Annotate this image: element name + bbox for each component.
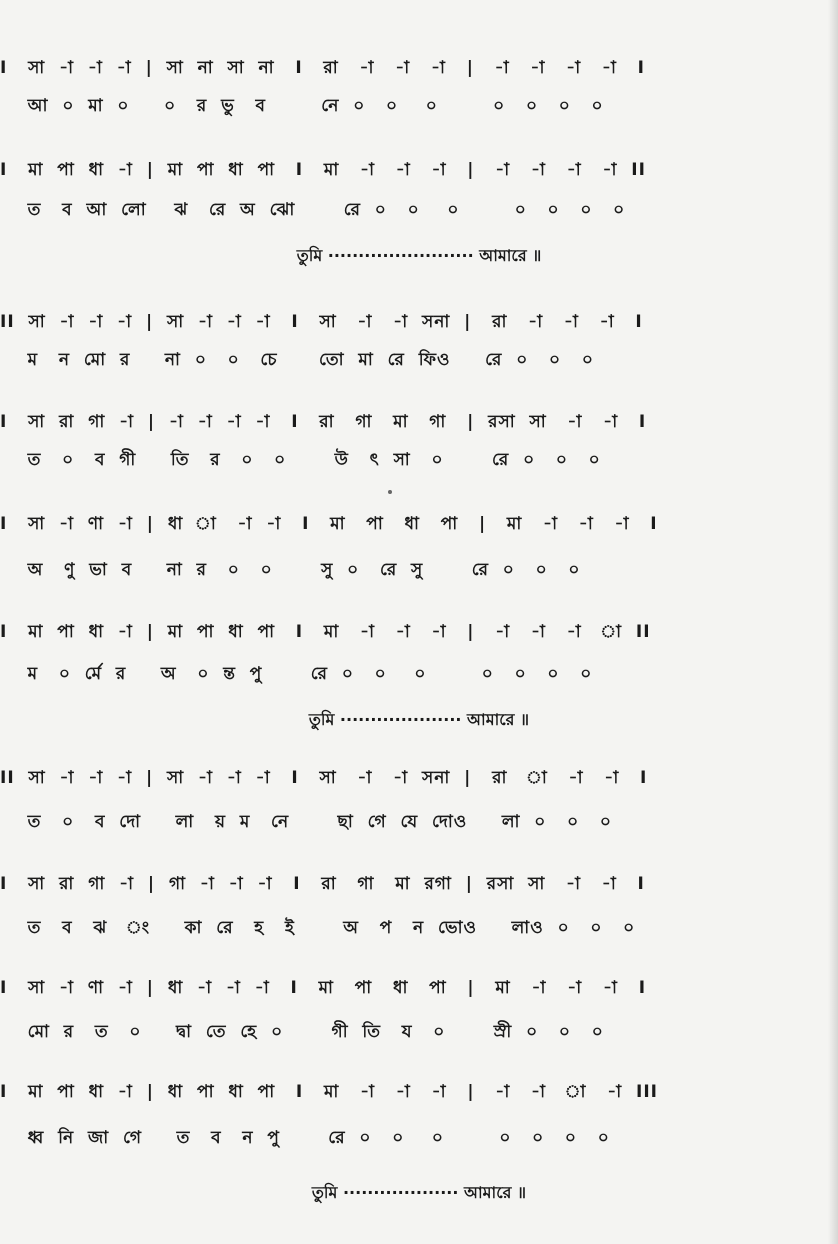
notation-line: I মা পা ধা -া | মা পা ধা পা I মা -া -া -া | -া -া -া -া II [0,160,646,180]
notation-line: I সা -া ণা -া | ধা -া -া -া I মা পা ধা পা | মা -া -া -া I [0,978,647,998]
notation-line: II সা -া -া -া | সা -া -া -া I সা -া -া সনা | রা -া -া -া I [0,312,643,332]
notation-line: I সা রা গা -া | গা -া -া -া I রা গা মা রগা | রসা সা -া -া I [0,874,645,894]
lyric-line: ম ন মো র না ০ ০ চে তো মা রে ফিও রে ০ ০ ০ [0,350,594,370]
lyric-line: ম ০ র্মে র অ ০ ন্ত পু রে ০ ০ ০ ০ ০ ০ ০ [0,664,593,684]
lyric-line: ত ব ঝ ং কা রে হ ই অ প ন ভোও লাও ০ ০ ০ [0,918,636,938]
lyric-line: ত ০ ব গী তি র ০ ০ উ ৎ সা ০ রে ০ ০ ০ [0,450,601,470]
notation-line: I মা পা ধা -া | ধা পা ধা পা I মা -া -া -া | -া -া া -া III [0,1082,658,1102]
refrain-line: তুমি ···················· আমারে ॥ [308,710,530,729]
refrain-line: তুমি ··················· আমারে ॥ [311,1183,527,1202]
notation-line: I মা পা ধা -া | মা পা ধা পা I মা -া -া -া | -া -া -া া II [0,622,651,642]
lyric-line: ধ্ব নি জা গে ত ব ন পু রে ০ ০ ০ ০ ০ ০ ০ [0,1128,610,1148]
stray-dot [388,490,392,494]
refrain-line: তুমি ························ আমারে ॥ [296,246,542,265]
notation-line: I সা রা গা -া | -া -া -া -া I রা গা মা গা | রসা সা -া -া I [0,412,647,432]
notation-line: I সা -া ণা -া | ধা া -া -া I মা পা ধা পা | মা -া -া -া I [0,514,658,534]
notation-line: I সা -া -া -া | সা না সা না I রা -া -া -া | -া -া -া -া I [0,58,646,78]
lyric-line: আ ০ মা ০ ০ র ভু ব নে ০ ০ ০ ০ ০ ০ ০ [0,96,604,116]
lyric-line: অ ণু ভা ব না র ০ ০ সু ০ রে সু রে ০ ০ ০ [0,560,581,580]
notation-line: II সা -া -া -া | সা -া -া -া I সা -া -া সনা | রা া -া -া I [0,768,648,788]
lyric-line: ত ০ ব দো লা য় ম নে ছা গে যে দোও লা ০ ০ ০ [0,812,612,832]
lyric-line: মো র ত ০ দ্বা তে হে ০ গী তি য ০ স্রী ০ ০ ০ [0,1022,604,1042]
lyric-line: ত ব আ লো ঝ রে অ ঝো রে ০ ০ ০ ০ ০ ০ ০ [0,200,626,220]
page-edge-shadow [828,0,838,1244]
